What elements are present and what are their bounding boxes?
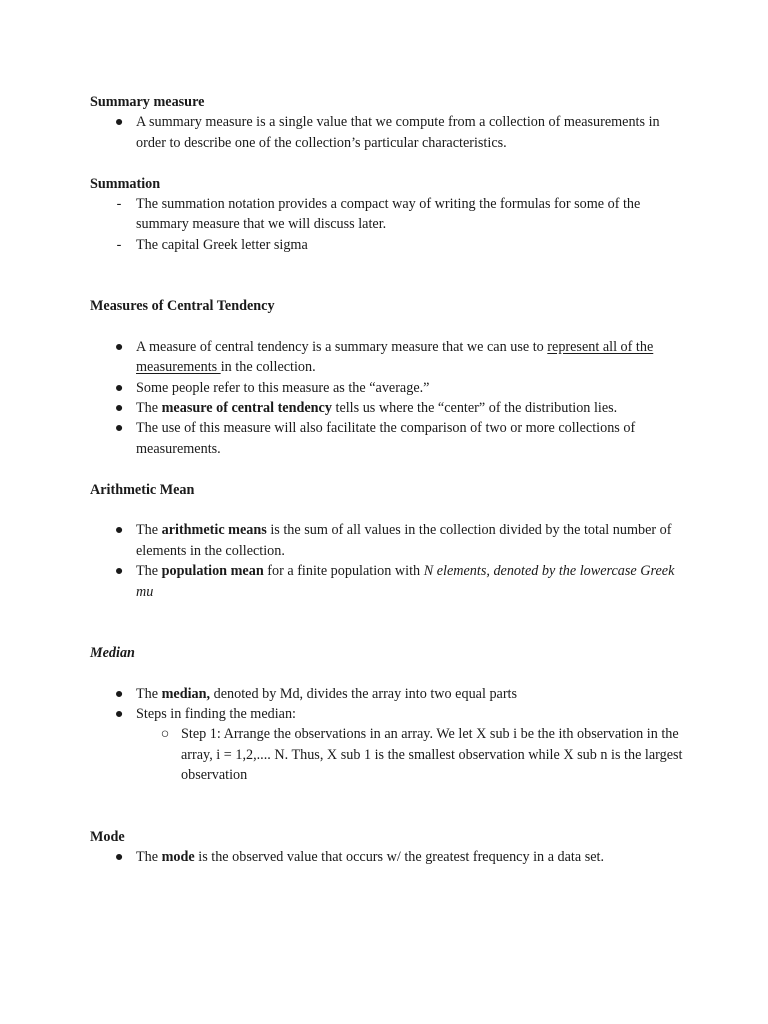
section-summation [90,174,690,256]
heading-summation: Summation [90,175,161,192]
heading-central-tendency: Measures of Central Tendency [90,298,275,315]
arithmetic-mean-list [90,520,690,602]
heading-arithmetic-mean: Arithmetic Mean [90,481,195,498]
median-steps-list [90,724,690,785]
summation-list [90,194,690,255]
list-item: - The capital Greek letter sigma [90,235,690,255]
dash-marker: - [116,196,122,213]
document-page [90,92,690,867]
bullet-marker: ● [114,114,124,131]
section-median [90,643,690,786]
dash-marker: - [116,236,122,253]
list-item: ● The arithmetic means is the sum of all values in the collection divided by the total number of elements in the collection. [90,520,690,561]
heading-mode: Mode [90,828,125,845]
bullet-marker: ● [114,563,124,580]
list-item: ● The use of this measure will also facilitate the comparison of two or more collections of measurements. [90,418,690,459]
list-item: - The summation notation provides a compact way of writing the formulas for some of the summary measure that we will discuss later. [90,194,690,235]
bullet-marker: ● [114,379,124,396]
bullet-marker: ● [114,400,124,417]
list-item: ● Steps in finding the median: [90,704,690,724]
list-item: ● The measure of central tendency tells us where the “center” of the distribution lies. [90,398,690,418]
bullet-marker: ● [114,706,124,723]
list-item: ● A measure of central tendency is a summary measure that we can use to represent all of the measurements in the collection. [90,337,690,378]
bullet-marker: ● [114,685,124,702]
section-arithmetic-mean [90,480,690,602]
summary-measure-list [90,112,690,153]
heading-summary-measure: Summary measure [90,94,205,110]
central-tendency-list [90,337,690,459]
median-list [90,684,690,725]
bullet-marker: ● [114,848,124,865]
list-item: ● Some people refer to this measure as the “average.” [90,378,690,398]
list-item: ● A summary measure is a single value that we compute from a collection of measurements in order to describe one of the collection’s particular characteristics. [90,112,690,153]
bullet-marker: ● [114,522,124,539]
list-item: ● The median, denoted by Md, divides the array into two equal parts [90,684,690,704]
circle-marker: ○ [160,726,170,743]
heading-median: Median [90,644,135,661]
bullet-marker: ● [114,338,124,355]
bullet-marker: ● [114,420,124,437]
list-item: ○ Step 1: Arrange the observations in an array. We let X sub i be the ith observation in the array, i = 1,2,.... N. Thus, X sub 1 is the smallest observation while X sub n is the largest observation [90,724,690,785]
list-item: ● The population mean for a finite population with N elements, denoted by the lowercase Greek mu [90,561,690,602]
underlined-text: represent all of the measurements [136,338,654,376]
section-central-tendency [90,296,690,459]
section-summary-measure [90,92,690,153]
section-mode [90,827,690,868]
list-item: ● The mode is the observed value that occurs w/ the greatest frequency in a data set. [90,847,690,867]
mode-list [90,847,690,867]
